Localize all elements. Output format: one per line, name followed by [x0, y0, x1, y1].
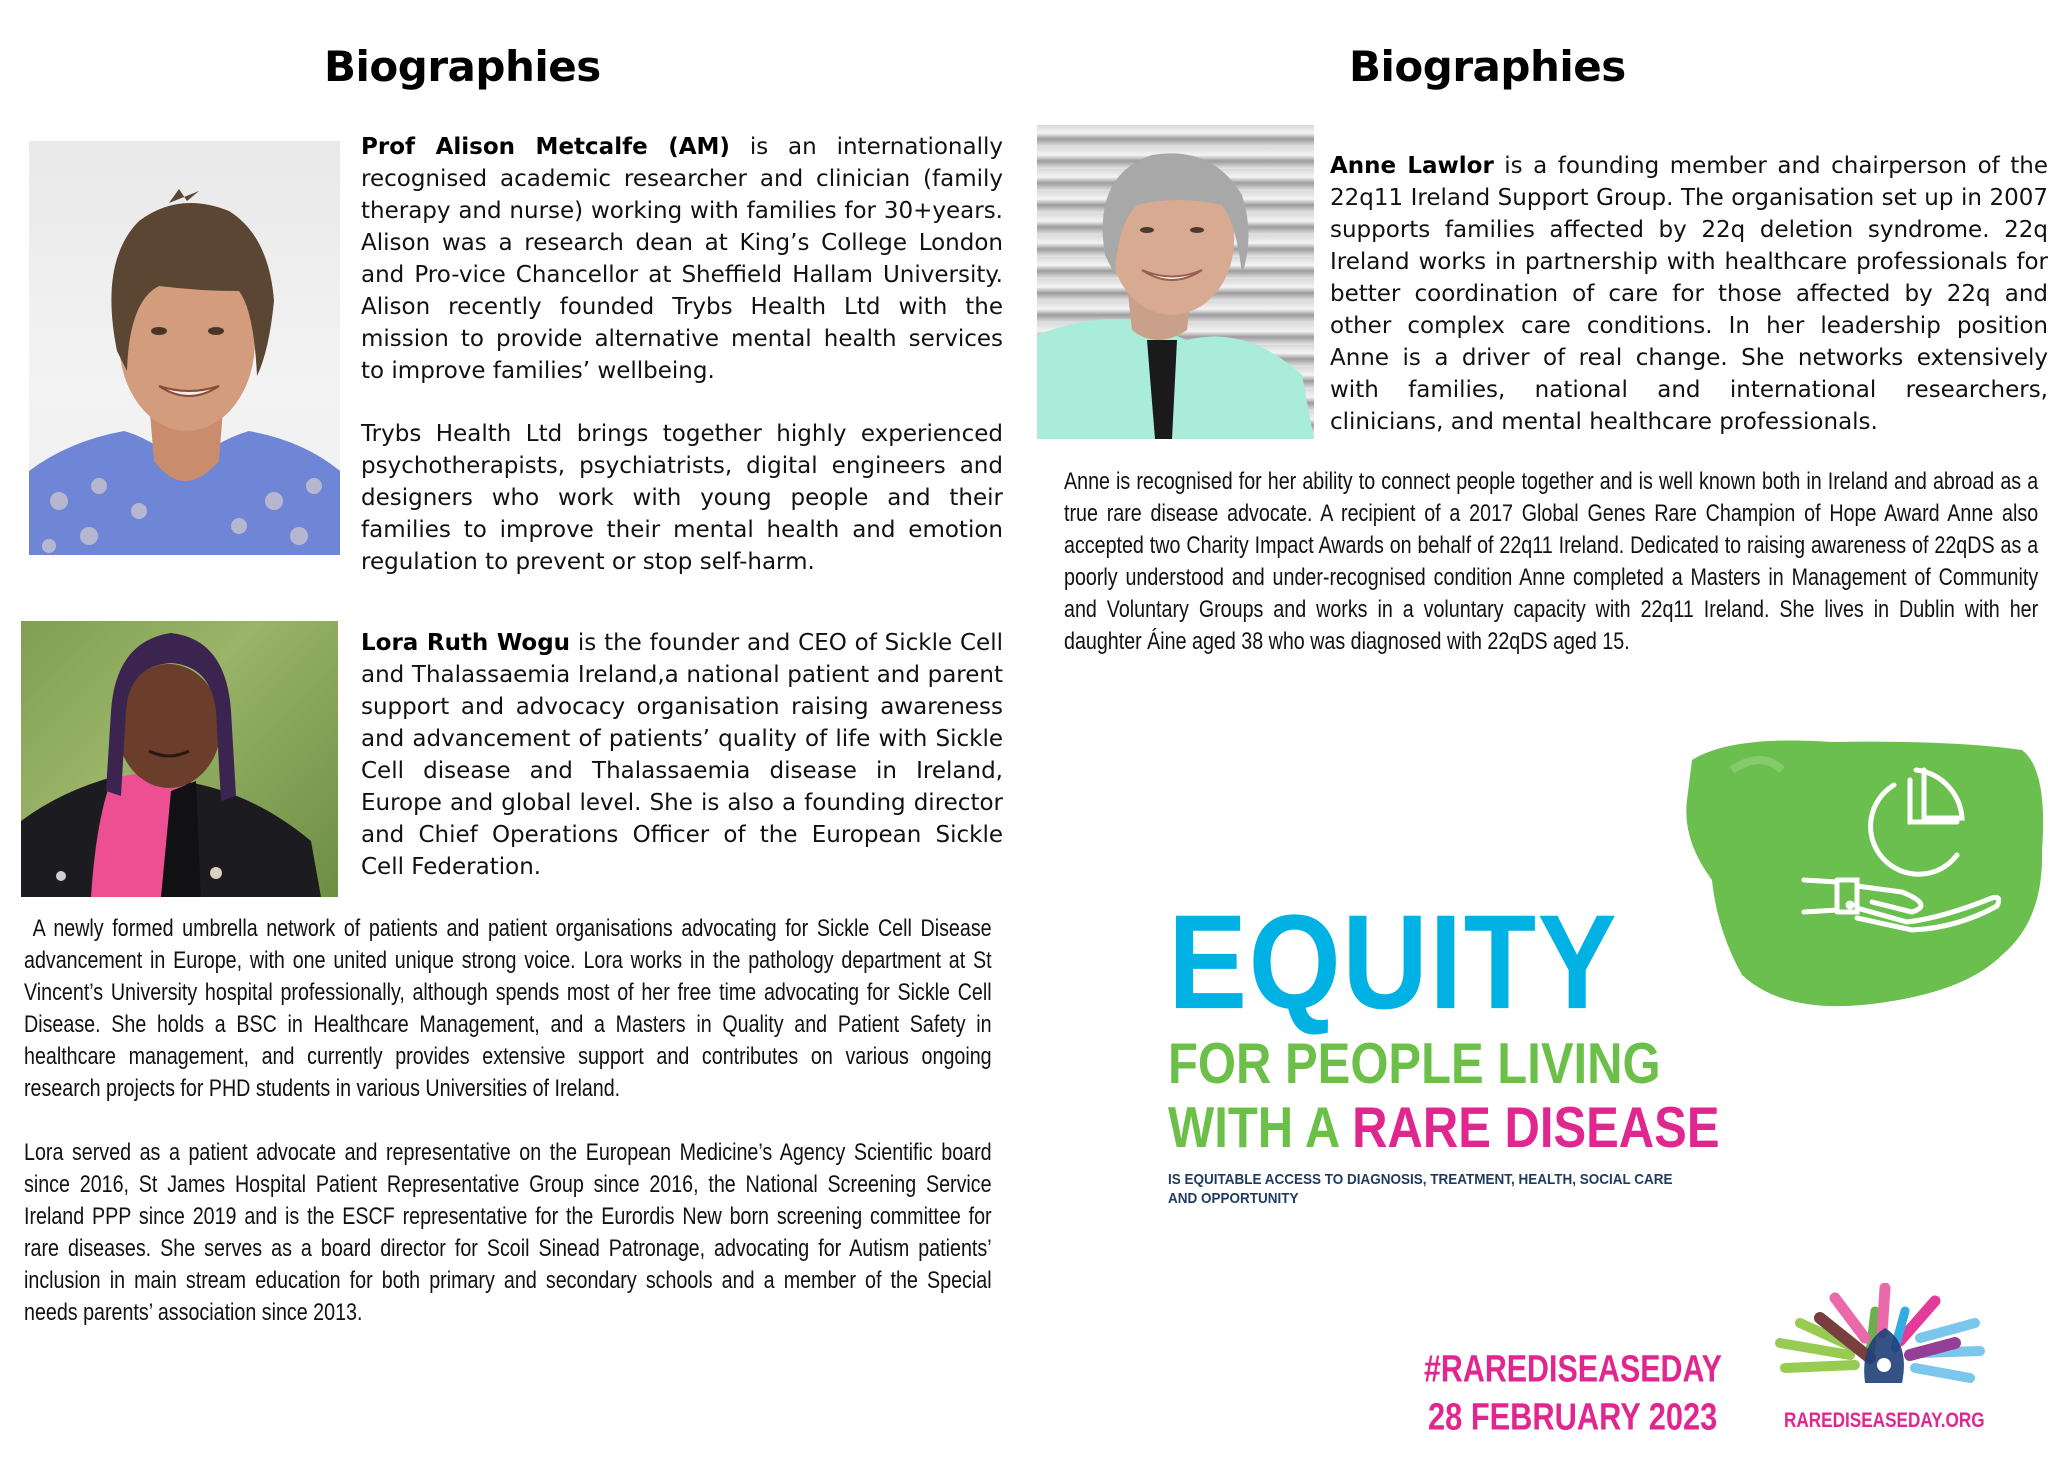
anne-lawlor-name: Anne Lawlor — [1330, 153, 1494, 179]
anne-bio-text-1: is a founding member and chairperson of the 22q11 Ireland Support Group. The organisation set up in 2007 supports families affected by 22q deletion syndrome. 22q Ireland works in partnership with healthcare professionals for better coordination of care for those affected by 22q and other complex care conditions. In her leadership position Anne is a driver of real change. She networks extensively with families, national and international researchers, clinicians, and mental healthcare professionals. — [1330, 153, 2048, 435]
equity-subtitle-2: AND OPPORTUNITY — [1168, 1190, 1299, 1207]
anne-bio-continued — [1064, 466, 2038, 658]
equity-line-3 — [1168, 1096, 1720, 1160]
with-a-text: WITH A — [1168, 1096, 1353, 1160]
lora-bio-text-1: is the founder and CEO of Sickle Cell and Thalassaemia Ireland,a national patient and parent support and advocacy organisation raising awareness and advancement of patients’ quality of life with Sickle Cell disease and Thalassaemia disease in Ireland, Europe and global level. She is also a founding director and Chief Operations Officer of the European Sickle Cell Federation. — [361, 630, 1003, 880]
left-page-heading: Biographies — [324, 42, 601, 91]
anne-recognition-paragraph: Anne is recognised for her ability to connect people together and is well known both in Ireland and abroad as a true rare disease advocate. A recipient of a 2017 Global Genes Rare Champion of Hope Award Anne also accepted two Charity Impact Awards on behalf of 22q11 Ireland. Dedicated to raising awareness of 22qDS as a poorly understood and under-recognised condition Anne completed a Masters in Management of Community and Voluntary Groups and works in a voluntary capacity with 22q11 Ireland. She lives in Dublin with her daughter Áine aged 38 who was diagnosed with 22qDS aged 15. — [1064, 468, 2039, 655]
anne-lawlor-photo — [1037, 125, 1314, 439]
rare-disease-text: RARE DISEASE — [1352, 1096, 1720, 1160]
lora-ruth-wogu-name: Lora Ruth Wogu — [361, 630, 571, 656]
alison-metcalfe-bio — [361, 131, 1003, 387]
escf-paragraph: A newly formed umbrella network of patients and patient organisations advocating for Sickle Cell Disease advancement in Europe, with one united unique strong voice. Lora works in the pathology department at St Vincent’s University hospital professionally, although spends most of her free time advocating for Sickle Cell Disease. She holds a BSC in Healthcare Management, and a Masters in Quality and Patient Safety in healthcare management, and currently provides extensive support and contributes on various ongoing research projects for PHD students in various Universities of Ireland. — [24, 915, 998, 1102]
equity-title: EQUITY — [1168, 887, 1619, 1037]
portrait-image — [1037, 125, 1314, 439]
rare-disease-day-date: 28 FEBRUARY 2023 — [1428, 1396, 1718, 1438]
portrait-image — [21, 621, 338, 897]
equity-subtitle-1: IS EQUITABLE ACCESS TO DIAGNOSIS, TREATMENT, HEALTH, SOCIAL CARE — [1168, 1171, 1673, 1188]
equity-line-2: FOR PEOPLE LIVING — [1168, 1032, 1661, 1096]
right-page-heading: Biographies — [1349, 42, 1626, 91]
hand-pie-chart-graphic — [1672, 730, 2048, 1012]
trybs-health-paragraph: Trybs Health Ltd brings together highly experienced psychotherapists, psychiatrists, digital engineers and designers who work with young people and their families to improve their mental health and emotion regulation to prevent or stop self-harm. — [361, 421, 1003, 575]
rare-disease-day-hands-logo — [1770, 1283, 1990, 1403]
lora-ruth-wogu-bio — [361, 627, 1003, 883]
lora-ruth-wogu-photo — [21, 621, 338, 897]
lora-bio-continued — [24, 913, 998, 1329]
rare-disease-day-hashtag: #RAREDISEASEDAY — [1424, 1348, 1722, 1390]
alison-metcalfe-name: Prof Alison Metcalfe (AM) — [361, 134, 730, 160]
portrait-image — [29, 141, 340, 555]
alison-metcalfe-photo — [29, 141, 340, 555]
alison-bio-text-1: is an internationally recognised academic researcher and clinician (family therapy and nurse) working with families for 30+years. Alison was a research dean at King’s College London and Pro-vice Chancellor at Sheffield Hallam University. Alison recently founded Trybs Health Ltd with the mission to provide alternative mental health services to improve families’ wellbeing. — [361, 134, 1003, 384]
anne-lawlor-bio — [1330, 150, 2048, 438]
rare-disease-day-website: RAREDISEASEDAY.ORG — [1784, 1408, 1985, 1432]
lora-advocacy-paragraph: Lora served as a patient advocate and representative on the European Medicine’s Agency Scientific board since 2016, St James Hospital Patient Representative Group since 2016, the National Screening Service Ireland PPP since 2019 and is the ESCF representative for the Eurordis New born screening committee for rare diseases. She serves as a board director for Scoil Sinead Patronage, advocating for Autism patients’ inclusion in main stream education for both primary and secondary schools and a member of the Special needs parents’ association since 2013. — [24, 1139, 992, 1326]
